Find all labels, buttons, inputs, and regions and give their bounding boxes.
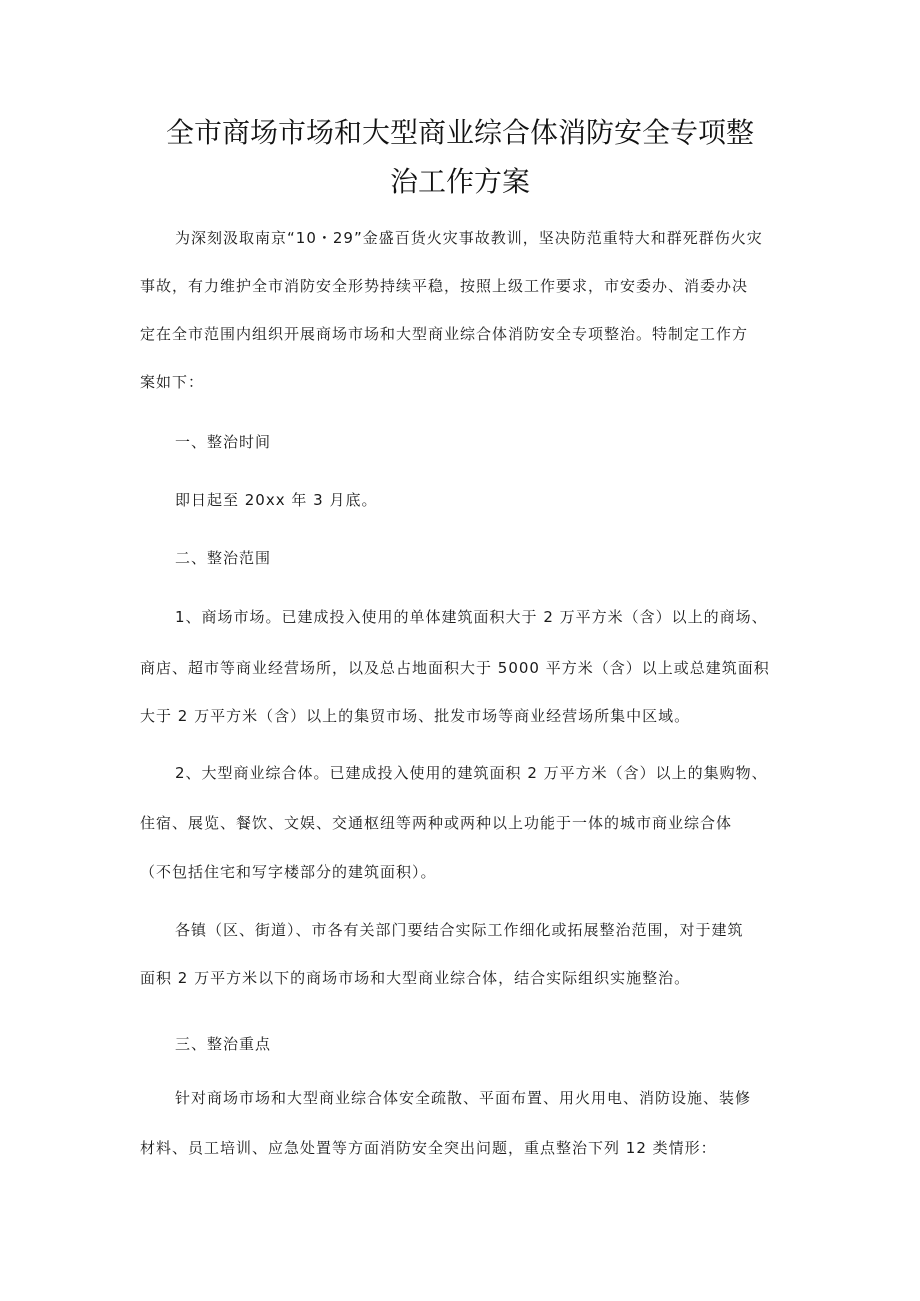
intro-line: 为深刻汲取南京“10・29”金盛百货火灾事故教训，坚决防范重特大和群死群伤火灾 <box>175 229 763 247</box>
scope-note-line: 面积 2 万平方米以下的商场市场和大型商业综合体，结合实际组织实施整治。 <box>140 969 691 987</box>
section-body-time: 即日起至 20xx 年 3 月底。 <box>175 491 378 509</box>
document-title-line-1: 全市商场市场和大型商业综合体消防安全专项整 <box>165 116 754 149</box>
section-heading-focus: 三、整治重点 <box>175 1035 272 1053</box>
scope-item-2-line: 2、大型商业综合体。已建成投入使用的建筑面积 2 万平方米（含）以上的集购物、 <box>175 764 768 782</box>
intro-line: 定在全市范围内组织开展商场市场和大型商业综合体消防安全专项整治。特制定工作方 <box>140 325 749 343</box>
scope-item-2-line: 住宿、展览、餐饮、文娱、交通枢纽等两种或两种以上功能于一体的城市商业综合体 <box>140 814 733 832</box>
scope-note-line: 各镇（区、街道）、市各有关部门要结合实际工作细化或拓展整治范围，对于建筑 <box>175 921 744 939</box>
section-heading-time: 一、整治时间 <box>175 433 272 451</box>
scope-item-1-line: 商店、超市等商业经营场所，以及总占地面积大于 5000 平方米（含）以上或总建筑面积 <box>140 659 770 677</box>
scope-item-1-line: 大于 2 万平方米（含）以上的集贸市场、批发市场等商业经营场所集中区域。 <box>140 707 691 725</box>
section-heading-scope: 二、整治范围 <box>175 549 272 567</box>
document-title-line-2: 治工作方案 <box>389 165 530 198</box>
intro-line: 案如下： <box>140 373 205 391</box>
intro-line: 事故，有力维护全市消防安全形势持续平稳，按照上级工作要求，市安委办、消委办决 <box>140 277 749 295</box>
scope-item-1-line: 1、商场市场。已建成投入使用的单体建筑面积大于 2 万平方米（含）以上的商场、 <box>175 608 768 626</box>
scope-item-2-line: （不包括住宅和写字楼部分的建筑面积）。 <box>140 863 437 881</box>
focus-body-line: 针对商场市场和大型商业综合体安全疏散、平面布置、用火用电、消防设施、装修 <box>175 1089 752 1107</box>
focus-body-line: 材料、员工培训、应急处置等方面消防安全突出问题，重点整治下列 12 类情形： <box>140 1139 717 1157</box>
